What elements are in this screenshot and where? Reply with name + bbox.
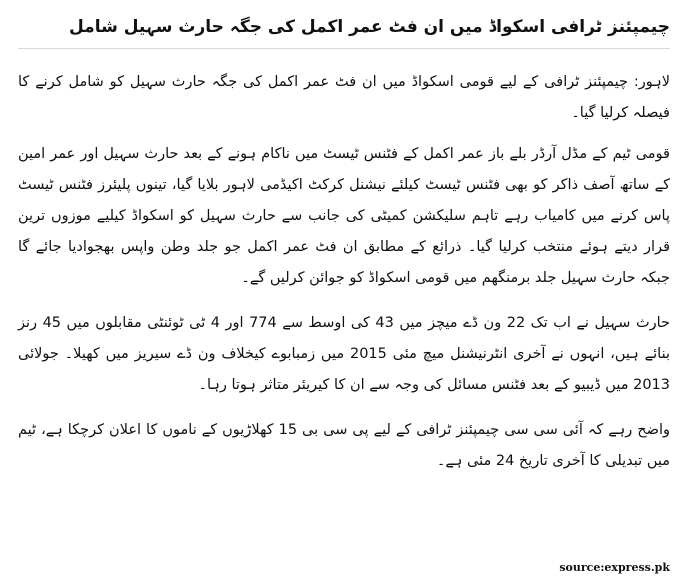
article-paragraph-2: قومی ٹیم کے مڈل آرڈر بلے باز عمر اکمل کے فٹنس ٹیسٹ میں ناکام ہونے کے بعد حارث سہیل اور عمر امین کے ساتھ آصف ذاکر کو بھی فٹنس ٹیسٹ کیلئے نیشنل کرکٹ اکیڈمی لاہور بلایا گیا، تینوں پلیئرز فٹنس ٹیسٹ پاس کرنے میں کامیاب رہے تاہم سلیکشن کمیٹی کی جانب سے حارث سہیل کو اسکواڈ کیلیے موزوں ترین قرار دیتے ہوئے منتخب کرلیا گیا۔ ذرائع کے مطابق ان فٹ عمر اکمل جو جلد وطن واپس بھجوادیا جائے گا جبکہ حارث سہیل جلد برمنگھم میں قومی اسکواڈ کو جوائن کرلیں گے۔	[18, 146, 670, 286]
article-paragraph-4: واضح رہے کہ آئی سی سی چیمپئنز ٹرافی کے لیے پی سی بی 15 کھلاڑیوں کے ناموں کا اعلان کرچکا ہے، ٹیم میں تبدیلی کا آخری تاریخ 24 مئی ہے۔	[18, 422, 671, 469]
article-paragraph-1: لاہور: چیمپئنز ٹرافی کے لیے قومی اسکواڈ میں ان فٹ عمر اکمل کی جگہ حارث سہیل کو شامل کرنے کا فیصلہ کرلیا گیا۔	[18, 74, 670, 121]
article	[18, 14, 670, 491]
article-paragraph-3: حارث سہیل نے اب تک 22 ون ڈے میچز میں 43 کی اوسط سے 774 اور 4 ٹی ٹوئنٹی مقابلوں میں 45 رنز بنائے ہیں، انہوں نے آخری انٹرنیشنل میچ مئی 2015 میں زمبابوے کیخلاف ون ڈے سیریز میں کھیلا۔ جولائی 2013 میں ڈیبیو کے بعد فٹنس مسائل کی وجہ سے ان کا کیریئر متاثر ہوتا رہا۔	[18, 315, 670, 393]
source-credit: source:express.pk	[559, 561, 670, 574]
article-headline: چیمپئنز ٹرافی اسکواڈ میں ان فٹ عمر اکمل کی جگہ حارث سہیل شامل	[69, 17, 670, 37]
headline-divider	[18, 48, 670, 49]
